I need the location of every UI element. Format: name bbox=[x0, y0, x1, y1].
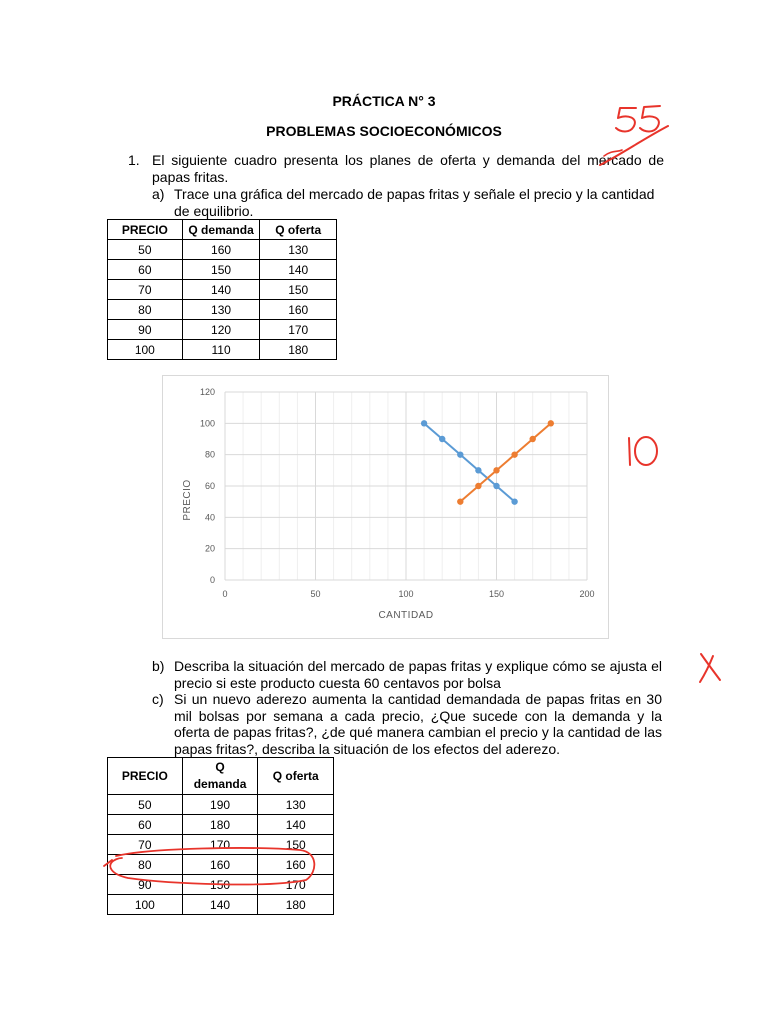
x-tick-label: 100 bbox=[398, 589, 414, 599]
table-cell: 160 bbox=[258, 855, 334, 875]
problem-text: El siguiente cuadro presenta los planes de oferta y demanda del mercado de papas fritas. bbox=[152, 152, 664, 185]
y-tick-label: 80 bbox=[204, 449, 215, 460]
y-tick-label: 120 bbox=[199, 387, 215, 397]
x-axis-title: CANTIDAD bbox=[378, 610, 434, 621]
x-tick-label: 50 bbox=[310, 589, 321, 599]
table-cell: 180 bbox=[260, 340, 337, 360]
table-cell: 90 bbox=[108, 320, 183, 340]
table-cell: 150 bbox=[182, 260, 260, 280]
table-cell: 140 bbox=[182, 895, 258, 915]
page-subtitle: PROBLEMAS SOCIOECONÓMICOS bbox=[266, 123, 502, 139]
table-cell: 100 bbox=[108, 340, 183, 360]
page-title: PRÁCTICA N° 3 bbox=[332, 93, 436, 109]
x-tick-label: 150 bbox=[488, 589, 505, 599]
table-cell: 160 bbox=[182, 240, 260, 260]
x-tick-label: 200 bbox=[579, 589, 595, 599]
table-header: Q demanda bbox=[182, 758, 258, 795]
table-cell: 150 bbox=[258, 835, 334, 855]
table-cell: 140 bbox=[182, 280, 260, 300]
item-a-text: Trace una gráfica del mercado de papas fritas y señale el precio y la cantidad de equilibrio. bbox=[174, 186, 655, 219]
table-cell: 100 bbox=[108, 895, 183, 915]
item-c-label: c) bbox=[152, 691, 164, 707]
item-b-text: Describa la situación del mercado de papas fritas y explique cómo se ajusta el precio si este producto cuesta 60 centavos por bolsa bbox=[174, 658, 662, 691]
table-cell: 130 bbox=[258, 795, 334, 815]
table-header: Q oferta bbox=[260, 220, 337, 240]
table-cell: 80 bbox=[108, 300, 183, 320]
y-tick-label: 40 bbox=[204, 512, 215, 523]
table-cell: 110 bbox=[182, 340, 260, 360]
item-b-label: b) bbox=[152, 658, 165, 674]
table-cell: 130 bbox=[260, 240, 337, 260]
table-cell: 50 bbox=[108, 240, 183, 260]
table-cell: 170 bbox=[258, 875, 334, 895]
x-mark bbox=[700, 654, 720, 682]
table-cell: 170 bbox=[182, 835, 258, 855]
table-cell: 140 bbox=[258, 815, 334, 835]
x-tick-label: 0 bbox=[222, 589, 228, 599]
problem-number: 1. bbox=[128, 152, 140, 168]
table-cell: 170 bbox=[260, 320, 337, 340]
table-cell: 130 bbox=[182, 300, 260, 320]
table-cell: 80 bbox=[108, 855, 183, 875]
table-cell: 60 bbox=[108, 815, 183, 835]
item-a-label: a) bbox=[152, 186, 165, 202]
table-cell: 120 bbox=[182, 320, 260, 340]
y-tick-label: 20 bbox=[204, 543, 215, 554]
table-cell: 160 bbox=[260, 300, 337, 320]
table-cell: 150 bbox=[182, 875, 258, 895]
table-cell: 60 bbox=[108, 260, 183, 280]
table-cell: 70 bbox=[108, 280, 183, 300]
table-header: Q oferta bbox=[258, 758, 334, 795]
table-cell: 140 bbox=[260, 260, 337, 280]
table-cell: 160 bbox=[182, 855, 258, 875]
table-header: Q demanda bbox=[182, 220, 260, 240]
table-cell: 90 bbox=[108, 875, 183, 895]
y-tick-label: 60 bbox=[204, 481, 215, 491]
table-cell: 180 bbox=[258, 895, 334, 915]
table-header: PRECIO bbox=[108, 220, 183, 240]
table-cell: 70 bbox=[108, 835, 183, 855]
table-cell: 50 bbox=[108, 795, 183, 815]
score-10-mark bbox=[629, 437, 657, 465]
y-tick-label: 100 bbox=[199, 418, 215, 429]
equilibrium-circle bbox=[104, 848, 314, 884]
table-cell: 190 bbox=[182, 795, 258, 815]
item-c-text: Si un nuevo aderezo aumenta la cantidad demandada de papas fritas en 30 mil bolsas por semana a cada precio, ¿Que sucede con la demanda y la oferta de papas fritas?, ¿de qué manera cambian el precio y la cantidad de las papas fritas?, describa la situación de los efectos del aderezo. bbox=[174, 691, 662, 757]
score-55-mark bbox=[600, 106, 668, 165]
y-axis-title: PRECIO bbox=[182, 479, 193, 521]
table-cell: 180 bbox=[182, 815, 258, 835]
y-tick-label: 0 bbox=[209, 575, 215, 585]
table-header: PRECIO bbox=[108, 758, 183, 795]
table-cell: 150 bbox=[260, 280, 337, 300]
